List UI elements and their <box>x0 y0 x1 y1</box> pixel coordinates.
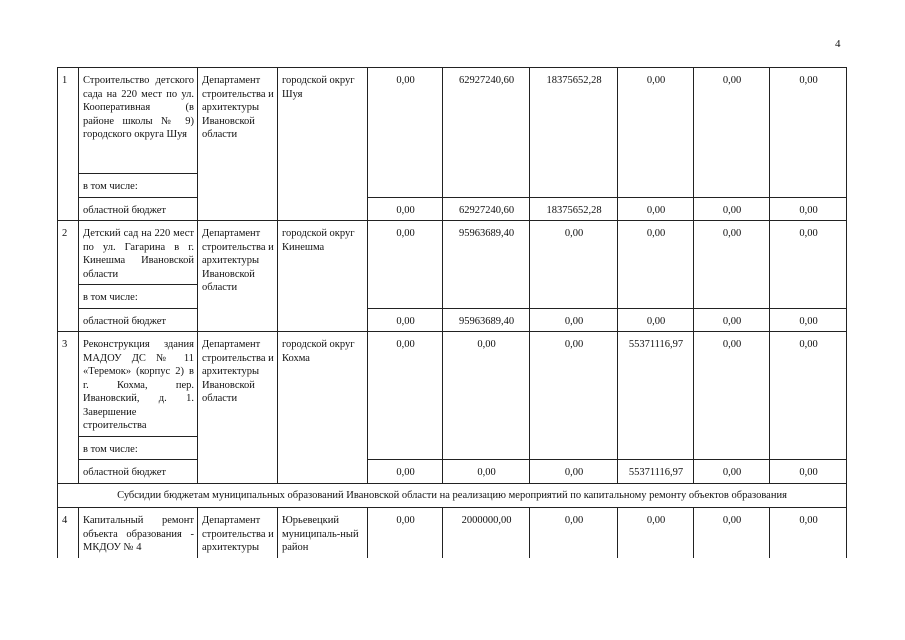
budget-label: областной бюджет <box>79 197 198 221</box>
project-municipality: городской округ Кинешма <box>278 221 368 332</box>
budget-value-cell: 0,00 <box>694 460 770 484</box>
value-cell: 18375652,28 <box>530 68 618 198</box>
project-name: Детский сад на 220 мест по ул. Гагарина в г. Кинешма Ивановской области <box>79 221 198 285</box>
budget-value-cell: 0,00 <box>368 197 443 221</box>
value-cell: 0,00 <box>618 221 694 309</box>
value-cell: 0,00 <box>368 68 443 198</box>
value-cell: 95963689,40 <box>443 221 530 309</box>
section-header: Субсидии бюджетам муниципальных образований Ивановской области на реализацию мероприятий по капитальному ремонту объектов образования <box>58 483 847 508</box>
project-name: Строительство детского сада на 220 мест по ул. Кооперативная (в районе школы № 9) городского округа Шуя <box>79 68 198 174</box>
project-municipality: городской округ Кохма <box>278 332 368 484</box>
value-cell: 0,00 <box>694 68 770 198</box>
budget-value-cell: 0,00 <box>443 460 530 484</box>
budget-value-cell: 62927240,60 <box>443 197 530 221</box>
budget-label: областной бюджет <box>79 460 198 484</box>
project-department: Департамент строительства и архитектуры Ивановской области <box>198 68 278 221</box>
page-number: 4 <box>835 38 841 50</box>
value-cell: 0,00 <box>443 332 530 460</box>
project-number: 1 <box>58 68 79 221</box>
budget-value-cell: 55371116,97 <box>618 460 694 484</box>
including-label: в том числе: <box>79 285 198 309</box>
budget-value-cell: 0,00 <box>694 308 770 332</box>
budget-value-cell: 0,00 <box>770 308 847 332</box>
budget-value-cell: 0,00 <box>770 460 847 484</box>
value-cell: 0,00 <box>770 332 847 460</box>
value-cell: 0,00 <box>618 68 694 198</box>
value-cell: 0,00 <box>694 332 770 460</box>
value-cell: 0,00 <box>770 508 847 559</box>
project-number: 3 <box>58 332 79 484</box>
value-cell: 0,00 <box>618 508 694 559</box>
value-cell: 2000000,00 <box>443 508 530 559</box>
budget-value-cell: 95963689,40 <box>443 308 530 332</box>
budget-value-cell: 0,00 <box>694 197 770 221</box>
budget-value-cell: 0,00 <box>770 197 847 221</box>
budget-value-cell: 0,00 <box>530 308 618 332</box>
value-cell: 55371116,97 <box>618 332 694 460</box>
budget-value-cell: 0,00 <box>530 460 618 484</box>
project-department: Департамент строительства и архитектуры Ивановской области <box>198 332 278 484</box>
value-cell: 0,00 <box>694 221 770 309</box>
project-municipality: Юрьевецкий муниципаль-ный район <box>278 508 368 559</box>
table-row <box>58 483 847 508</box>
table-row <box>58 332 847 437</box>
budget-value-cell: 0,00 <box>368 308 443 332</box>
budget-value-cell: 0,00 <box>618 308 694 332</box>
value-cell: 0,00 <box>694 508 770 559</box>
table-row <box>58 460 847 484</box>
project-number: 2 <box>58 221 79 332</box>
project-name: Реконструкция здания МАДОУ ДС № 11 «Теремок» (корпус 2) в г. Кохма, пер. Ивановский, д. 1. Завершение строительства <box>79 332 198 437</box>
budget-label: областной бюджет <box>79 308 198 332</box>
value-cell: 0,00 <box>530 332 618 460</box>
including-label: в том числе: <box>79 436 198 460</box>
including-label: в том числе: <box>79 174 198 198</box>
value-cell: 0,00 <box>368 221 443 309</box>
table-row <box>58 197 847 221</box>
project-department: Департамент строительства и архитектуры Ивановской области <box>198 221 278 332</box>
budget-table <box>57 67 847 558</box>
project-number: 4 <box>58 508 79 559</box>
budget-value-cell: 18375652,28 <box>530 197 618 221</box>
table-row <box>58 308 847 332</box>
budget-value-cell: 0,00 <box>618 197 694 221</box>
table-row <box>58 221 847 285</box>
value-cell: 62927240,60 <box>443 68 530 198</box>
value-cell: 0,00 <box>770 221 847 309</box>
value-cell: 0,00 <box>530 221 618 309</box>
budget-value-cell: 0,00 <box>368 460 443 484</box>
value-cell: 0,00 <box>530 508 618 559</box>
project-department: Департамент строительства и архитектуры <box>198 508 278 559</box>
value-cell: 0,00 <box>770 68 847 198</box>
project-municipality: городской округ Шуя <box>278 68 368 221</box>
table-row <box>58 68 847 174</box>
table-row <box>58 508 847 559</box>
value-cell: 0,00 <box>368 508 443 559</box>
value-cell: 0,00 <box>368 332 443 460</box>
project-name: Капитальный ремонт объекта образования - МКДОУ № 4 <box>79 508 198 559</box>
